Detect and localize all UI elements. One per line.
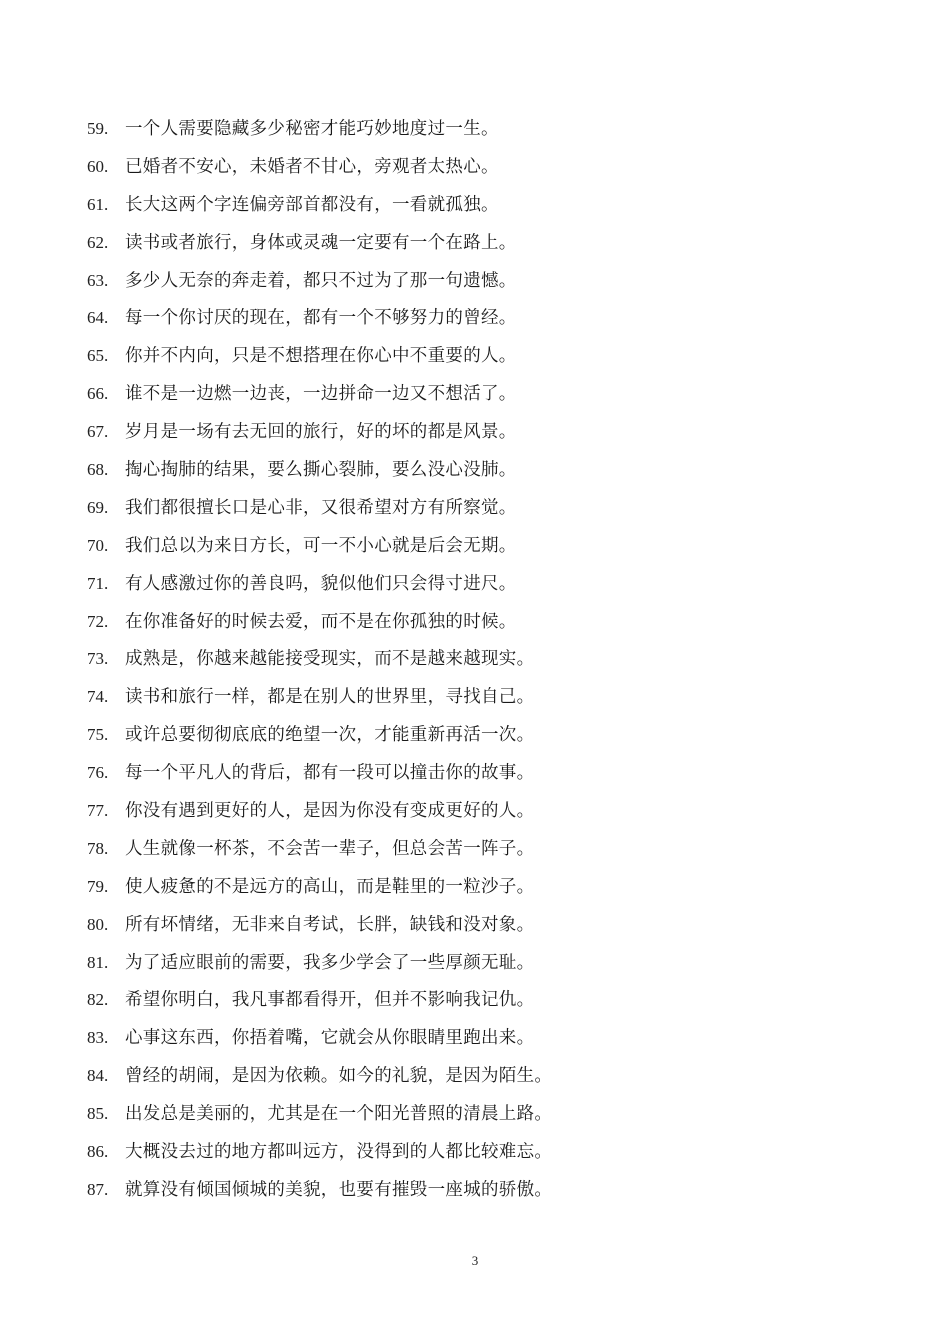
list-item: [87, 337, 887, 375]
list-item: [87, 906, 887, 944]
item-text: 谁不是一边燃一边丧，一边拼命一边又不想活了。: [125, 384, 517, 405]
list-item: [87, 1133, 887, 1171]
list-item: [87, 1019, 887, 1057]
item-number: 59.: [87, 119, 109, 138]
item-number: 83.: [87, 1028, 109, 1048]
item-number: 68.: [87, 460, 109, 480]
list-item: [87, 299, 887, 337]
item-text: 你并不内向，只是不想搭理在你心中不重要的人。: [125, 346, 517, 367]
item-number: 80.: [87, 914, 109, 934]
item-text: 长大这两个字连偏旁部首都没有，一看就孤独。: [125, 194, 499, 215]
list-item: [87, 792, 887, 830]
list-item: [87, 186, 887, 224]
item-text: 成熟是，你越来越能接受现实，而不是越来越现实。: [125, 649, 535, 670]
item-text: 希望你明白，我凡事都看得开，但并不影响我记仇。: [125, 990, 535, 1011]
item-text: 为了适应眼前的需要，我多少学会了一些厚颜无耻。: [125, 952, 535, 973]
item-text: 心事这东西，你捂着嘴，它就会从你眼睛里跑出来。: [125, 1028, 535, 1049]
item-number: 81.: [87, 952, 109, 972]
list-item: [87, 1057, 887, 1095]
item-number: 77.: [87, 801, 109, 821]
item-text: 每一个平凡人的背后，都有一段可以撞击你的故事。: [125, 763, 535, 784]
item-number: 65.: [87, 346, 109, 366]
item-number: 86.: [87, 1142, 109, 1162]
list-item: [87, 565, 887, 603]
item-number: 76.: [87, 763, 109, 783]
item-number: 82.: [87, 990, 109, 1010]
list-item: [87, 148, 887, 186]
item-text: 一个人需要隐藏多少秘密才能巧妙地度过一生。: [125, 119, 499, 139]
item-text: 人生就像一杯茶，不会苦一辈子，但总会苦一阵子。: [125, 838, 535, 859]
item-text: 在你准备好的时候去爱，而不是在你孤独的时候。: [125, 611, 517, 632]
page-number: 3: [471, 1253, 479, 1268]
list-item: [87, 110, 887, 148]
item-number: 75.: [87, 725, 109, 745]
item-number: 73.: [87, 649, 109, 669]
item-number: 84.: [87, 1066, 109, 1086]
item-number: 85.: [87, 1104, 109, 1124]
list-item: [87, 603, 887, 641]
item-text: 你没有遇到更好的人，是因为你没有变成更好的人。: [125, 801, 535, 822]
list-item: [87, 754, 887, 792]
item-text: 使人疲惫的不是远方的高山，而是鞋里的一粒沙子。: [125, 876, 535, 897]
list-item: [87, 981, 887, 1019]
list-item: [87, 413, 887, 451]
list-item: [87, 716, 887, 754]
item-text: 我们总以为来日方长，可一不小心就是后会无期。: [125, 535, 517, 556]
list-item: [87, 451, 887, 489]
list-item: [87, 375, 887, 413]
item-number: 69.: [87, 497, 109, 517]
list-item: [87, 944, 887, 982]
list-item: [87, 224, 887, 262]
item-number: 66.: [87, 384, 109, 404]
item-number: 74.: [87, 687, 109, 707]
item-text: 已婚者不安心，未婚者不甘心，旁观者太热心。: [125, 156, 499, 177]
item-text: 我们都很擅长口是心非，又很希望对方有所察觉。: [125, 497, 517, 518]
item-text: 就算没有倾国倾城的美貌，也要有摧毁一座城的骄傲。: [125, 1179, 553, 1200]
list-item: [87, 678, 887, 716]
item-text: 大概没去过的地方都叫远方，没得到的人都比较难忘。: [125, 1142, 553, 1163]
list-item: [87, 527, 887, 565]
item-number: 78.: [87, 838, 109, 858]
item-number: 67.: [87, 422, 109, 442]
item-number: 71.: [87, 573, 109, 593]
item-number: 63.: [87, 270, 109, 290]
item-number: 70.: [87, 535, 109, 555]
item-text: 或许总要彻彻底底的绝望一次，才能重新再活一次。: [125, 725, 535, 746]
item-text: 掏心掏肺的结果，要么撕心裂肺，要么没心没肺。: [125, 460, 517, 481]
list-item: [87, 262, 887, 300]
item-text: 岁月是一场有去无回的旅行，好的坏的都是风景。: [125, 422, 517, 443]
list-item: [87, 640, 887, 678]
item-text: 曾经的胡闹，是因为依赖。如今的礼貌，是因为陌生。: [125, 1066, 553, 1087]
item-number: 72.: [87, 611, 109, 631]
list-item: [87, 1171, 887, 1209]
item-text: 读书和旅行一样，都是在别人的世界里，寻找自己。: [125, 687, 535, 708]
item-text: 所有坏情绪，无非来自考试，长胖，缺钱和没对象。: [125, 914, 535, 935]
quote-list: [87, 110, 887, 1209]
item-number: 62.: [87, 232, 109, 252]
item-text: 出发总是美丽的，尤其是在一个阳光普照的清晨上路。: [125, 1104, 553, 1125]
item-number: 79.: [87, 876, 109, 896]
list-item: [87, 489, 887, 527]
item-text: 每一个你讨厌的现在，都有一个不够努力的曾经。: [125, 308, 517, 329]
item-text: 读书或者旅行，身体或灵魂一定要有一个在路上。: [125, 232, 517, 253]
item-number: 87.: [87, 1179, 109, 1199]
item-text: 有人感激过你的善良吗，貌似他们只会得寸进尺。: [125, 573, 517, 594]
item-number: 61.: [87, 194, 109, 214]
list-item: [87, 1095, 887, 1133]
item-text: 多少人无奈的奔走着，都只不过为了那一句遗憾。: [125, 270, 517, 291]
list-item: [87, 830, 887, 868]
item-number: 60.: [87, 156, 109, 176]
list-item: [87, 868, 887, 906]
item-number: 64.: [87, 308, 109, 328]
